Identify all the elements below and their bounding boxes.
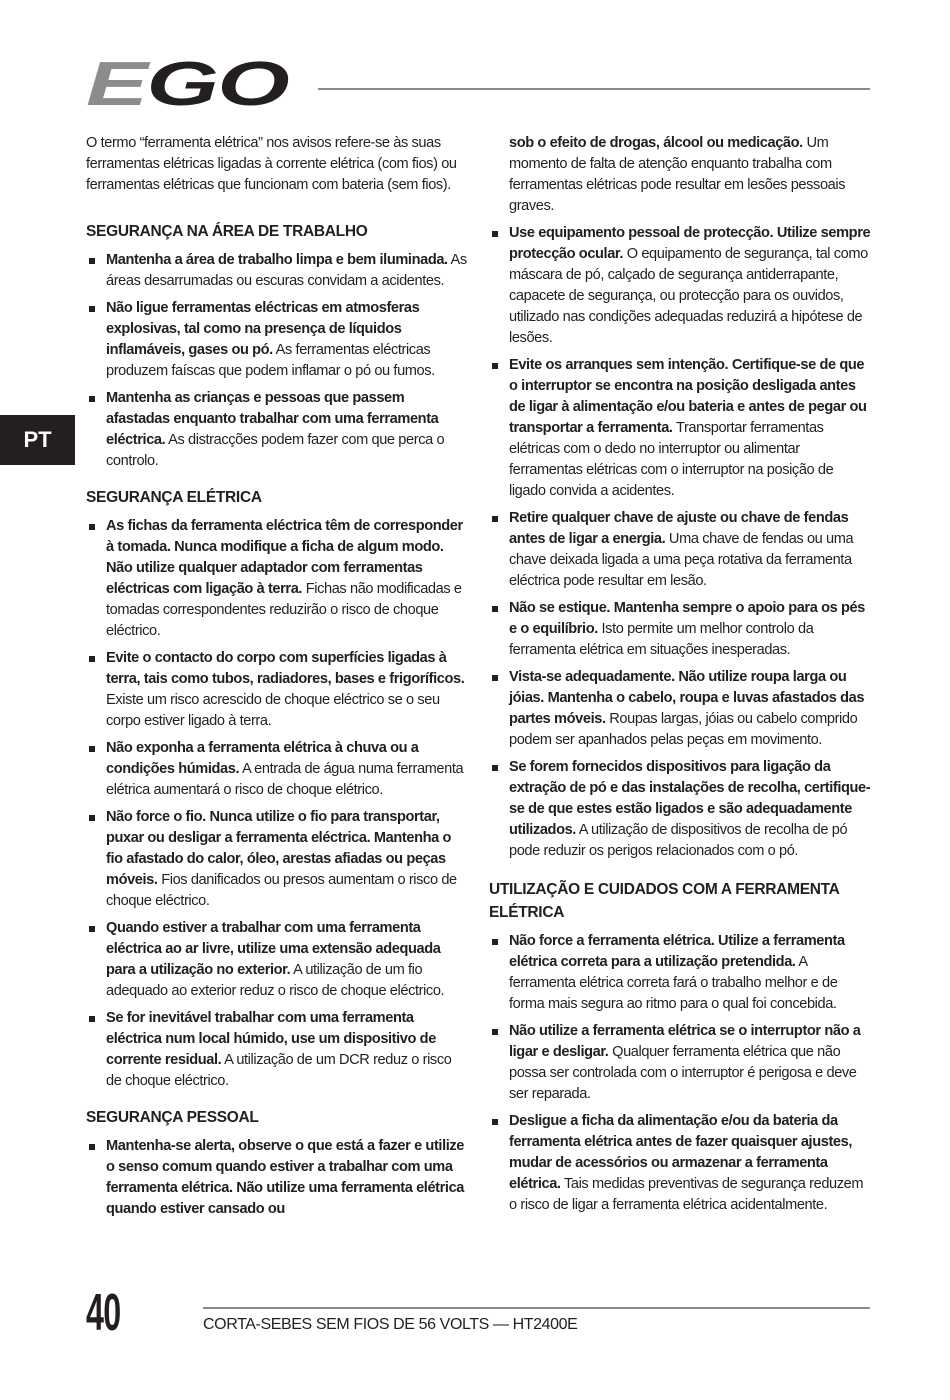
bullet-item (86, 250, 468, 292)
body-text: O equipamento de segurança, tal como máscara de pó, calçado de segurança antiderrapante, capacete de segurança, ou protecção para os ouvidos, utilizado nas condições adequadas reduzirá a hipótese de lesões. (509, 246, 868, 346)
bold-lead: Não force a ferramenta elétrica. Utilize a ferramenta elétrica correta para a utilização pretendida. (509, 933, 845, 970)
header-rule (318, 88, 870, 90)
body-text: A entrada de água numa ferramenta elétrica aumentará o risco de choque elétrico. (106, 761, 464, 798)
bullet-item (86, 1136, 468, 1220)
body-text: Isto permite um melhor controlo da ferramenta elétrica em situações inesperadas. (509, 621, 814, 658)
footer-rule (203, 1307, 870, 1309)
bold-lead: Retire qualquer chave de ajuste ou chave de fendas antes de ligar a energia. (509, 510, 849, 547)
bold-lead: Quando estiver a trabalhar com uma ferramenta eléctrica ao ar livre, utilize uma extensão adequada para a utilização no exterior. (106, 920, 441, 978)
continued-paragraph (489, 133, 873, 217)
section (86, 1106, 468, 1220)
bullet-item (86, 1008, 468, 1092)
bold-lead: As fichas da ferramenta eléctrica têm de corresponder à tomada. Nunca modifique a ficha de algum modo. Não utilize qualquer adaptador com ferramentas eléctricas com ligação à terra. (106, 518, 463, 597)
bold-lead: Se for inevitável trabalhar com uma ferramenta eléctrica num local húmido, use um dispositivo de corrente residual. (106, 1010, 436, 1068)
bold-lead: Se forem fornecidos dispositivos para ligação da extração de pó e das instalações de recolha, certifique-se de que estes estão ligados e são adequadamente utilizados. (509, 759, 871, 838)
bullet-item (489, 1111, 873, 1216)
ego-logo: EGO (86, 50, 289, 119)
bullet-item (489, 355, 873, 502)
body-text: A ferramenta elétrica correta fará o trabalho melhor e de forma mais segura ao ritmo para o qual foi concebida. (509, 954, 838, 1012)
bold-lead: Mantenha-se alerta, observe o que está a fazer e utilize o senso comum quando estiver a trabalhar com uma ferramenta elétrica. Não utilize uma ferramenta elétrica quando estiver cansado ou (106, 1138, 465, 1217)
section-heading: SEGURANÇA PESSOAL (86, 1109, 259, 1126)
bold-lead: Vista-se adequadamente. Não utilize roupa larga ou jóias. Mantenha o cabelo, roupa e luvas afastados das partes móveis. (509, 669, 865, 727)
body-text: Um momento de falta de atenção enquanto trabalha com ferramentas elétricas pode resultar em lesões pessoais graves. (509, 135, 846, 214)
right-column (489, 133, 873, 1222)
bullet-item (86, 298, 468, 382)
bullet-item (489, 223, 873, 349)
bullet-item (86, 807, 468, 912)
section (86, 220, 468, 472)
bullet-item (489, 1021, 873, 1105)
body-text: A utilização de um DCR reduz o risco de choque eléctrico. (106, 1052, 452, 1089)
body-text: A utilização de um fio adequado ao exterior reduz o risco de choque eléctrico. (106, 962, 445, 999)
body-text: As distracções podem fazer com que perca o controlo. (106, 432, 445, 469)
body-text: Fios danificados ou presos aumentam o risco de choque eléctrico. (106, 872, 457, 909)
bullet-item (489, 757, 873, 862)
footer-title: CORTA-SEBES SEM FIOS DE 56 VOLTS — HT2400E (203, 1316, 578, 1333)
page-number: 40 (86, 1284, 121, 1342)
bold-lead: Desligue a ficha da alimentação e/ou da bateria da ferramenta elétrica antes de fazer quaisquer ajustes, mudar de acessórios ou armazenar a ferramenta elétrica. (509, 1113, 852, 1192)
bold-lead: Não utilize a ferramenta elétrica se o interruptor não a ligar e desligar. (509, 1023, 861, 1060)
bullet-item (489, 931, 873, 1015)
bold-lead: Não se estique. Mantenha sempre o apoio para os pés e o equilíbrio. (509, 600, 865, 637)
bullet-item (489, 508, 873, 592)
bold-lead: Mantenha as crianças e pessoas que passem afastadas enquanto trabalhar com uma ferramenta eléctrica. (106, 390, 439, 448)
bullet-item (86, 648, 468, 732)
bold-lead: sob o efeito de drogas, álcool ou medicação. (509, 135, 803, 151)
body-text: Uma chave de fendas ou uma chave deixada ligada a uma peça rotativa da ferramenta eléctrica pode resultar em lesão. (509, 531, 854, 589)
body-text: As áreas desarrumadas ou escuras convidam a acidentes. (106, 252, 467, 289)
bold-lead: Use equipamento pessoal de protecção. Utilize sempre protecção ocular. (509, 225, 871, 262)
section (489, 878, 873, 1216)
body-text: As ferramentas eléctricas produzem faíscas que podem inflamar o pó ou fumos. (106, 342, 435, 379)
body-text: Transportar ferramentas elétricas com o dedo no interruptor ou alimentar ferramentas elétricas com o interruptor na posição de ligado convida a acidentes. (509, 420, 834, 499)
bold-lead: Evite o contacto do corpo com superfícies ligadas à terra, tais como tubos, radiadores, bases e frigoríficos. (106, 650, 465, 687)
bullet-item (86, 388, 468, 472)
bullet-item (489, 667, 873, 751)
bold-lead: Não ligue ferramentas eléctricas em atmosferas explosivas, tal como na presença de líquidos inflamáveis, gases ou pó. (106, 300, 420, 358)
section-heading: SEGURANÇA ELÉTRICA (86, 489, 262, 506)
intro-paragraph: O termo “ferramenta elétrica” nos avisos refere-se às suas ferramentas elétricas ligadas à corrente elétrica (com fios) ou ferramentas elétricas que funcionam com bateria (sem fios). (86, 135, 457, 193)
body-text: A utilização de dispositivos de recolha de pó pode reduzir os perigos relacionados com o pó. (509, 822, 848, 859)
body-text: Tais medidas preventivas de segurança reduzem o risco de ligar a ferramenta elétrica acidentalmente. (509, 1176, 864, 1213)
body-text: Existe um risco acrescido de choque eléctrico se o seu corpo estiver ligado à terra. (106, 692, 440, 729)
bullet-item (489, 598, 873, 661)
bullet-item (86, 738, 468, 801)
body-text: Qualquer ferramenta elétrica que não possa ser controlada com o interruptor é perigosa e deve ser reparada. (509, 1044, 857, 1102)
bullet-item (86, 516, 468, 642)
section-heading: SEGURANÇA NA ÁREA DE TRABALHO (86, 223, 368, 240)
language-tab: PT (0, 415, 75, 465)
bold-lead: Não exponha a ferramenta elétrica à chuva ou a condições húmidas. (106, 740, 419, 777)
bold-lead: Mantenha a área de trabalho limpa e bem iluminada. (106, 252, 448, 268)
section-heading: UTILIZAÇÃO E CUIDADOS COM A FERRAMENTA ELÉTRICA (489, 881, 839, 921)
body-text: Fichas não modificadas e tomadas correspondentes reduzirão o risco de choque eléctrico. (106, 581, 462, 639)
section (86, 486, 468, 1092)
bullet-item (86, 918, 468, 1002)
body-text: Roupas largas, jóias ou cabelo comprido podem ser apanhados pelas peças em movimento. (509, 711, 858, 748)
section (489, 223, 873, 862)
left-column (86, 133, 468, 1226)
bold-lead: Evite os arranques sem intenção. Certifique-se de que o interruptor se encontra na posição desligada antes de ligar à alimentação e/ou bateria e antes de pegar ou transportar a ferramenta. (509, 357, 867, 436)
bold-lead: Não force o fio. Nunca utilize o fio para transportar, puxar ou desligar a ferramenta eléctrica. Mantenha o fio afastado do calor, óleo, arestas afiadas ou peças móveis. (106, 809, 451, 888)
